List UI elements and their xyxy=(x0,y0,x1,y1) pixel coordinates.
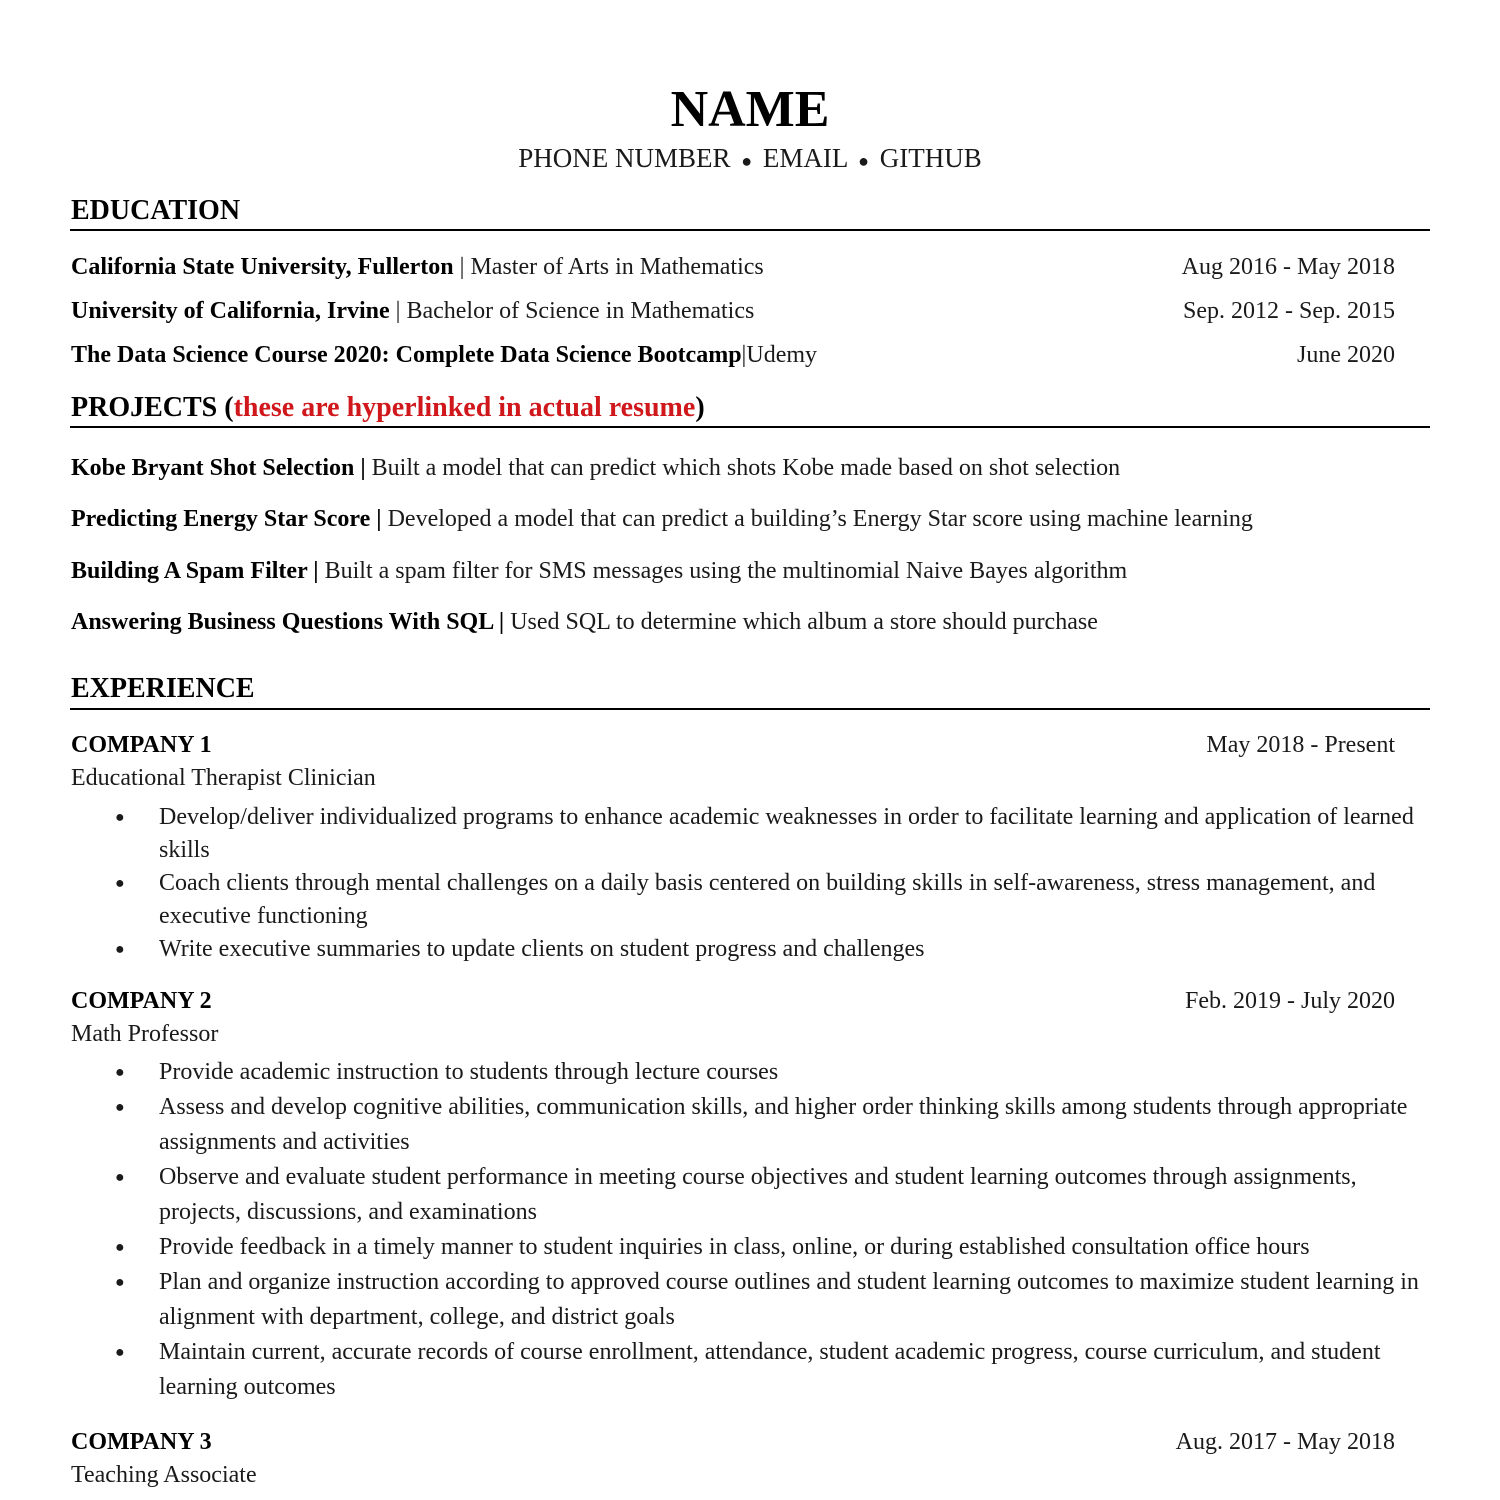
list-item xyxy=(71,801,1431,867)
job-role: Teaching Associate xyxy=(71,1462,257,1488)
list-item xyxy=(71,1090,1431,1160)
bullet-icon: ● xyxy=(115,1099,125,1116)
bullet-icon: ● xyxy=(115,809,125,826)
job-header xyxy=(71,730,1395,760)
company-name: COMPANY 1 xyxy=(71,732,212,758)
projects-note-open: ( xyxy=(217,392,234,423)
phone-number: PHONE NUMBER xyxy=(518,143,731,173)
education-entry xyxy=(71,296,1395,326)
projects-divider xyxy=(70,426,1430,428)
job-header xyxy=(71,1427,1395,1457)
github: GITHUB xyxy=(879,143,982,173)
company-name: COMPANY 3 xyxy=(71,1429,212,1455)
project-name: Predicting Energy Star Score xyxy=(71,506,371,532)
projects-hyperlink-note: these are hyperlinked in actual resume xyxy=(233,392,696,423)
list-item xyxy=(71,933,1431,966)
bullet-text: Assess and develop cognitive abilities, communication skills, and higher order thinking skills among students through appropriate assignments and activities xyxy=(159,1094,1408,1155)
contact-separator: ● xyxy=(858,150,869,171)
bullet-icon: ● xyxy=(115,875,125,892)
project-separator: | xyxy=(370,506,388,532)
job-header xyxy=(71,986,1395,1016)
project-name: Building A Spam Filter xyxy=(71,558,308,584)
degree: Master of Arts in Mathematics xyxy=(470,254,764,280)
job-dates: May 2018 - Present xyxy=(1206,732,1395,758)
entry-separator: | xyxy=(453,254,471,280)
project-description: Built a spam filter for SMS messages using the multinomial Naive Bayes algorithm xyxy=(324,558,1128,584)
degree: Udemy xyxy=(746,342,818,368)
bullet-text: Provide academic instruction to students through lecture courses xyxy=(159,1059,779,1085)
list-item xyxy=(71,1230,1431,1265)
job-bullets xyxy=(71,801,1431,966)
job-dates: Feb. 2019 - July 2020 xyxy=(1185,988,1395,1014)
list-item xyxy=(71,1055,1431,1090)
project-entry xyxy=(71,556,1395,586)
bullet-text: Maintain current, accurate records of course enrollment, attendance, student academic progress, course curriculum, and student learning outcomes xyxy=(159,1339,1381,1400)
projects-title: PROJECTS xyxy=(71,392,218,423)
education-divider xyxy=(70,229,1430,231)
bullet-text: Coach clients through mental challenges on a daily basis centered on building skills in self-awareness, stress management, and executive functioning xyxy=(159,870,1376,929)
bullet-text: Provide feedback in a timely manner to student inquiries in class, online, or during established consultation office hours xyxy=(159,1234,1310,1260)
list-item xyxy=(71,867,1431,933)
bullet-text: Observe and evaluate student performance in meeting course objectives and student learning outcomes through assignments, projects, discussions, and examinations xyxy=(159,1164,1357,1225)
job-dates: Aug. 2017 - May 2018 xyxy=(1175,1429,1395,1455)
bullet-text: Write executive summaries to update clients on student progress and challenges xyxy=(159,936,925,962)
entry-separator: | xyxy=(389,298,407,324)
education-entry xyxy=(71,340,1395,370)
education-entry xyxy=(71,252,1395,282)
projects-note-close: ) xyxy=(695,392,705,423)
bullet-icon: ● xyxy=(115,1239,125,1256)
school-name: University of California, Irvine xyxy=(71,298,390,324)
education-dates: Aug 2016 - May 2018 xyxy=(1181,254,1395,280)
education-dates: June 2020 xyxy=(1297,342,1395,368)
bullet-icon: ● xyxy=(115,1064,125,1081)
project-entry xyxy=(71,607,1395,637)
education-heading: EDUCATION xyxy=(71,195,241,226)
project-separator: | xyxy=(492,609,511,635)
company-name: COMPANY 2 xyxy=(71,988,212,1014)
projects-heading xyxy=(71,392,705,424)
email: EMAIL xyxy=(762,143,848,173)
entry-separator: | xyxy=(741,342,747,368)
project-name: Answering Business Questions With SQL xyxy=(71,609,493,635)
bullet-icon: ● xyxy=(115,1344,125,1361)
project-entry xyxy=(71,453,1395,483)
job-role: Educational Therapist Clinician xyxy=(71,765,376,791)
list-item xyxy=(71,1265,1431,1335)
job-bullets xyxy=(71,1055,1431,1405)
experience-divider xyxy=(70,708,1430,710)
contact-separator: ● xyxy=(741,150,753,171)
resume-name: NAME xyxy=(670,81,830,138)
bullet-text: Plan and organize instruction according to approved course outlines and student learning outcomes to maximize student learning in alignment with department, college, and district goals xyxy=(159,1269,1419,1330)
education-dates: Sep. 2012 - Sep. 2015 xyxy=(1183,298,1395,324)
project-description: Built a model that can predict which shots Kobe made based on shot selection xyxy=(371,455,1121,481)
project-separator: | xyxy=(354,455,372,481)
project-description: Developed a model that can predict a building’s Energy Star score using machine learning xyxy=(387,506,1253,532)
degree: Bachelor of Science in Mathematics xyxy=(406,298,755,324)
job-role: Math Professor xyxy=(71,1021,219,1047)
project-name: Kobe Bryant Shot Selection xyxy=(71,455,355,481)
bullet-icon: ● xyxy=(115,1169,125,1186)
project-description: Used SQL to determine which album a store should purchase xyxy=(510,609,1098,635)
school-name: The Data Science Course 2020: Complete Data Science Bootcamp xyxy=(71,342,742,368)
bullet-icon: ● xyxy=(115,1274,125,1291)
project-entry xyxy=(71,504,1395,534)
bullet-text: Develop/deliver individualized programs to enhance academic weaknesses in order to facilitate learning and application of learned skills xyxy=(159,804,1414,863)
list-item xyxy=(71,1160,1431,1230)
experience-heading: EXPERIENCE xyxy=(71,673,255,704)
bullet-icon: ● xyxy=(115,941,125,958)
list-item xyxy=(71,1335,1431,1405)
school-name: California State University, Fullerton xyxy=(71,254,454,280)
contact-line xyxy=(0,142,1500,177)
project-separator: | xyxy=(307,558,325,584)
